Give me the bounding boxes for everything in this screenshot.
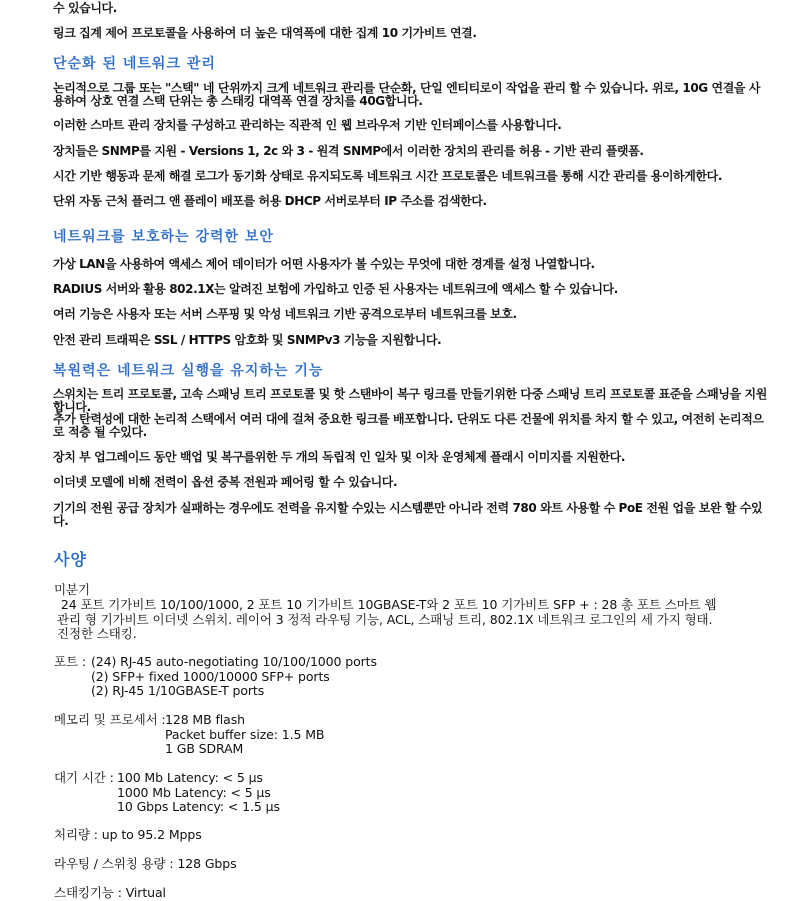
resilience-paragraph: 스위치는 트리 프로토콜, 고속 스패닝 트리 프로토콜 및 핫 스탠바이 복구 링크를 만들기위한 다중 스패닝 트리 프로토콜 표준을 스패닝을 지원합니다. <box>53 387 767 414</box>
spec-description: 24 포트 기가비트 10/100/1000, 2 포트 10 기가비트 10GBASE-T와 2 포트 10 기가비트 SFP + : 28 총 포트 스마트 웹 관리 형 기가비트 이더넷 스위치. 레이어 3 정적 라우팅 기능, ACL, 스패닝 트리, 802.1X 네트워크 로그인의 세 가지 형태. 진정한 스태킹. <box>57 597 717 641</box>
section-heading-security: 네트워크를 보호하는 강력한 보안 <box>53 229 274 245</box>
spec-stacking: 스태킹기능 : Virtual <box>54 885 166 900</box>
section-heading-management: 단순화 된 네트워크 관리 <box>53 56 216 72</box>
intro-line-1: 수 있습니다. <box>53 1 117 15</box>
spec-ports: (24) RJ-45 auto-negotiating 10/100/1000 ports (2) SFP+ fixed 1000/10000 SFP+ ports (2) RJ-45 1/10GBASE-T ports <box>91 654 377 698</box>
resilience-paragraph: 이더넷 모델에 비해 전력이 옵션 중복 전원과 페어링 할 수 있습니다. <box>53 475 398 489</box>
security-paragraph: RADIUS 서버와 활용 802.1X는 알려진 보험에 가입하고 인증 된 사용자는 네트워크에 액세스 할 수 있습니다. <box>53 282 618 296</box>
spec-memory-label: 메모리 및 프로세서 : <box>54 712 170 727</box>
resilience-paragraph: 추가 탄력성에 대한 논리적 스택에서 여러 대에 걸쳐 중요한 링크를 배포합니다. 단위도 다른 건물에 위치를 차지 할 수 있고, 여전히 논리적으로 적층 될 수있다. <box>53 412 764 439</box>
management-paragraph: 이러한 스마트 관리 장치를 구성하고 관리하는 직관적 인 웹 브라우저 기반 인터페이스를 사용합니다. <box>53 118 562 132</box>
resilience-paragraph: 기기의 전원 공급 장치가 실패하는 경우에도 전력을 유지할 수있는 시스템뿐만 아니라 전력 780 와트 사용할 수 PoE 전원 업을 보완 할 수있다. <box>53 501 763 528</box>
spec-routing-capacity: 라우팅 / 스위칭 용량 : 128 Gbps <box>54 856 237 871</box>
spec-latency: 100 Mb Latency: < 5 µs 1000 Mb Latency: < 5 µs 10 Gbps Latency: < 1.5 µs <box>117 770 280 814</box>
spec-ports-label: 포트 : <box>54 654 90 669</box>
section-heading-resilience: 복원력은 네트워크 실행을 유지하는 기능 <box>53 363 324 379</box>
management-paragraph: 단위 자동 근처 플러그 앤 플레이 배포를 허용 DHCP 서버로부터 IP 주소를 검색한다. <box>53 194 487 208</box>
management-paragraph: 논리적으로 그룹 또는 "스택" 네 단위까지 크게 네트워크 관리를 단순화, 단일 엔티티로이 작업을 관리 할 수 있습니다. 위로, 10G 연결을 사용하여 상호 연결 스택 단위는 총 스태킹 대역폭 연결 장치를 40G합니다. <box>53 81 761 108</box>
management-paragraph: 장치들은 SNMP를 지원 - Versions 1, 2c 와 3 - 원격 SNMP에서 이러한 장치의 관리를 허용 - 기반 관리 플랫폼. <box>53 144 644 158</box>
security-paragraph: 여러 기능은 사용자 또는 서버 스푸핑 및 악성 네트워크 기반 공격으로부터 네트워크를 보호. <box>53 307 517 321</box>
intro-line-2: 링크 집계 제어 프로토콜을 사용하여 더 높은 대역폭에 대한 집계 10 기가비트 연결. <box>53 26 477 40</box>
resilience-paragraph: 장치 부 업그레이드 동안 백업 및 복구를위한 두 개의 독립적 인 일차 및 이차 운영체제 플래시 이미지를 지원한다. <box>53 450 626 464</box>
specs-title: 사양 <box>54 550 87 569</box>
security-paragraph: 안전 관리 트래픽은 SSL / HTTPS 암호화 및 SNMPv3 기능을 지원합니다. <box>53 333 442 347</box>
spec-throughput: 처리량 : up to 95.2 Mpps <box>54 827 202 842</box>
spec-memory: 128 MB flash Packet buffer size: 1.5 MB 1 GB SDRAM <box>165 712 325 756</box>
security-paragraph: 가상 LAN을 사용하여 액세스 제어 데이터가 어떤 사용자가 볼 수있는 무엇에 대한 경계를 설정 나열합니다. <box>53 257 595 271</box>
spec-latency-label: 대기 시간 : <box>54 770 118 785</box>
spec-description-label: 미분기 <box>54 582 90 597</box>
management-paragraph: 시간 기반 행동과 문제 해결 로그가 동기화 상태로 유지되도록 네트워크 시간 프로토콜은 네트워크를 통해 시간 관리를 용이하게한다. <box>53 169 722 183</box>
